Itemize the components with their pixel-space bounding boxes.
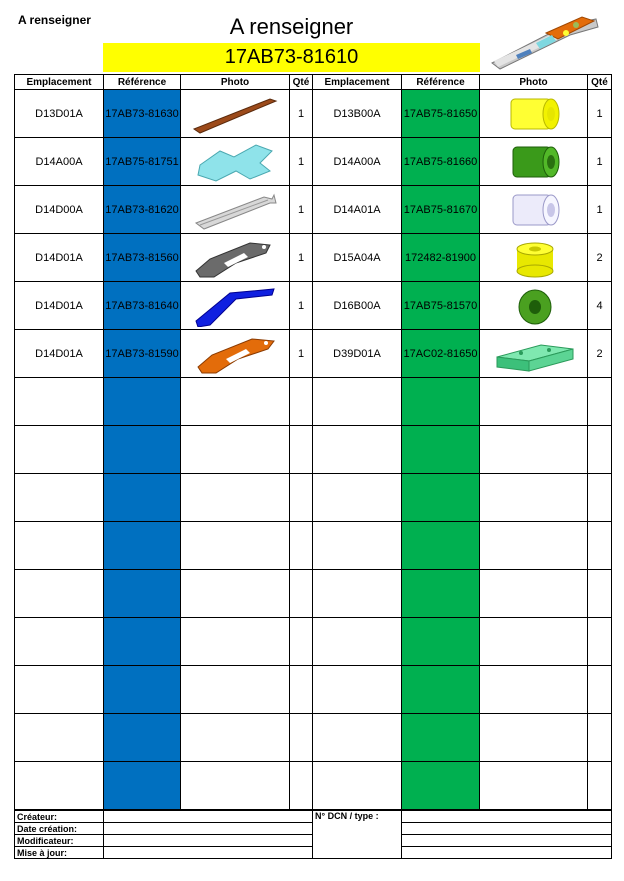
table-row: [15, 330, 612, 378]
qty-cell: 1: [290, 234, 313, 282]
column-header-photo: Photo: [480, 75, 588, 90]
table-row: [15, 90, 612, 138]
reference-cell: 172482-81900: [402, 234, 480, 282]
dcn-field[interactable]: [402, 811, 612, 823]
empty-table-row: [15, 570, 612, 618]
location-cell: D13D01A: [15, 90, 104, 138]
dcn-label: N° DCN / type :: [313, 811, 402, 859]
photo-cell: [181, 282, 290, 330]
creator-label: Créateur:: [15, 811, 104, 823]
blue-arm-part-image: [190, 285, 280, 327]
qty-cell: 1: [588, 138, 612, 186]
document-footer: [14, 810, 612, 859]
column-header-qty: Qté: [588, 75, 612, 90]
photo-cell: [480, 234, 588, 282]
qty-cell: 2: [588, 330, 612, 378]
green-bushing-part-image: [489, 141, 579, 183]
white-bushing-part-image: [489, 189, 579, 231]
column-header-reference: Référence: [402, 75, 480, 90]
table-row: [15, 186, 612, 234]
column-header-location: Emplacement: [313, 75, 402, 90]
reference-cell: 17AB75-81660: [402, 138, 480, 186]
qty-cell: 1: [588, 186, 612, 234]
created-date-field[interactable]: [104, 823, 313, 835]
assembly-part-image: [486, 13, 602, 71]
updated-field[interactable]: [104, 847, 313, 859]
table-row: [15, 282, 612, 330]
table-row: [15, 138, 612, 186]
qty-cell: 1: [290, 330, 313, 378]
location-cell: D14A01A: [313, 186, 402, 234]
empty-table-row: [15, 618, 612, 666]
page-title: A renseigner: [229, 14, 354, 39]
photo-cell: [181, 330, 290, 378]
empty-table-row: [15, 762, 612, 810]
photo-cell: [181, 186, 290, 234]
empty-table-row: [15, 522, 612, 570]
photo-cell: [181, 138, 290, 186]
green-block-part-image: [489, 333, 579, 375]
photo-cell: [480, 138, 588, 186]
reference-cell: 17AB75-81570: [402, 282, 480, 330]
reference-cell: 17AB75-81650: [402, 90, 480, 138]
qty-cell: 1: [290, 138, 313, 186]
corner-label: A renseigner: [18, 13, 91, 27]
modifier-field[interactable]: [104, 835, 313, 847]
qty-cell: 1: [290, 282, 313, 330]
location-cell: D14D01A: [15, 282, 104, 330]
assembly-reference-banner: 17AB73-81610: [103, 43, 480, 72]
photo-cell: [181, 234, 290, 282]
updated-label: Mise à jour:: [15, 847, 104, 859]
column-header-reference: Référence: [104, 75, 181, 90]
qty-cell: 1: [588, 90, 612, 138]
empty-table-row: [15, 666, 612, 714]
parts-table: [14, 74, 612, 810]
photo-cell: [181, 90, 290, 138]
grey-rail-part-image: [190, 189, 280, 231]
photo-cell: [480, 282, 588, 330]
reference-cell: 17AB73-81620: [104, 186, 181, 234]
location-cell: D13B00A: [313, 90, 402, 138]
empty-table-row: [15, 474, 612, 522]
qty-cell: 2: [588, 234, 612, 282]
grey-bracket-part-image: [190, 237, 280, 279]
cyan-plate-part-image: [190, 141, 280, 183]
photo-cell: [480, 186, 588, 234]
table-row: [15, 234, 612, 282]
brown-bar-part-image: [190, 93, 280, 135]
table-header-row: [15, 75, 612, 90]
location-cell: D14D01A: [15, 330, 104, 378]
location-cell: D16B00A: [313, 282, 402, 330]
reference-cell: 17AC02-81650: [402, 330, 480, 378]
orange-bracket-part-image: [190, 333, 280, 375]
dcn-field-2[interactable]: [402, 823, 612, 835]
column-header-qty: Qté: [290, 75, 313, 90]
created-date-label: Date création:: [15, 823, 104, 835]
dcn-field-4[interactable]: [402, 847, 612, 859]
column-header-photo: Photo: [181, 75, 290, 90]
reference-cell: 17AB73-81630: [104, 90, 181, 138]
yellow-washer-part-image: [489, 237, 579, 279]
empty-table-row: [15, 426, 612, 474]
reference-cell: 17AB75-81751: [104, 138, 181, 186]
photo-cell: [480, 90, 588, 138]
qty-cell: 4: [588, 282, 612, 330]
reference-cell: 17AB73-81640: [104, 282, 181, 330]
location-cell: D15A04A: [313, 234, 402, 282]
creator-field[interactable]: [104, 811, 313, 823]
empty-table-row: [15, 714, 612, 762]
qty-cell: 1: [290, 186, 313, 234]
green-ring-part-image: [489, 285, 579, 327]
reference-cell: 17AB73-81560: [104, 234, 181, 282]
location-cell: D39D01A: [313, 330, 402, 378]
column-header-location: Emplacement: [15, 75, 104, 90]
reference-cell: 17AB75-81670: [402, 186, 480, 234]
yellow-bushing-part-image: [489, 93, 579, 135]
location-cell: D14D01A: [15, 234, 104, 282]
dcn-field-3[interactable]: [402, 835, 612, 847]
location-cell: D14A00A: [313, 138, 402, 186]
photo-cell: [480, 330, 588, 378]
qty-cell: 1: [290, 90, 313, 138]
empty-table-row: [15, 378, 612, 426]
location-cell: D14A00A: [15, 138, 104, 186]
modifier-label: Modificateur:: [15, 835, 104, 847]
reference-cell: 17AB73-81590: [104, 330, 181, 378]
location-cell: D14D00A: [15, 186, 104, 234]
